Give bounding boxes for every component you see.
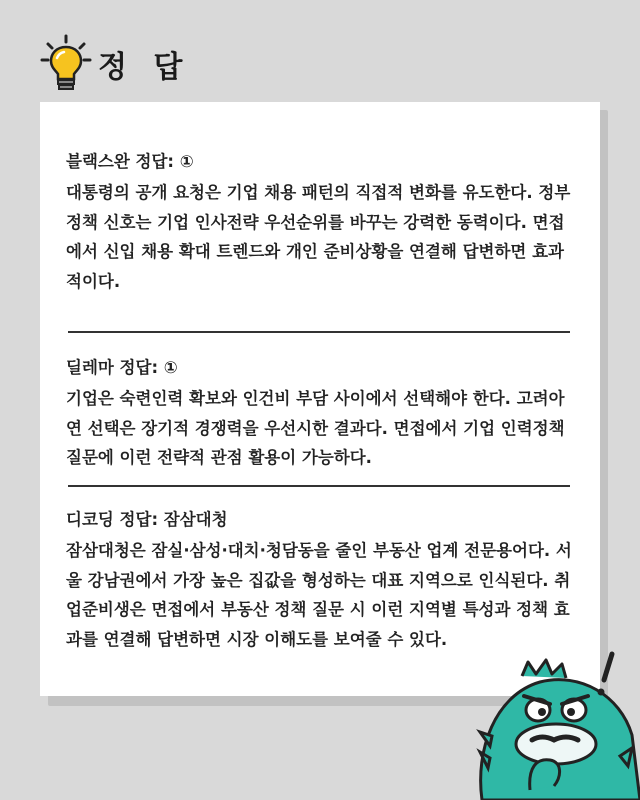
divider [68,331,570,333]
section-heading: 블랙스완 정답: ① [66,152,194,171]
header [40,34,190,94]
answer-section-dilemma [66,354,576,473]
lightbulb-icon [40,34,92,94]
section-heading: 디코딩 정답: 잠삼대청 [66,510,228,529]
answer-card [40,102,600,696]
answer-section-decoding [66,506,576,654]
answer-section-blackswan [66,148,576,296]
mascot-character [470,640,640,800]
divider [68,485,570,487]
section-heading: 딜레마 정답: ① [66,358,178,377]
page-title: 정 답 [98,50,191,85]
section-body: 기업은 숙련인력 확보와 인건비 부담 사이에서 선택해야 한다. 고려아연 선택은 장기적 경쟁력을 우선시한 결과다. 면접에서 기업 인력정책 질문에 이런 전략적 관점 활용이 가능하다. [66,389,565,467]
section-body: 잠삼대청은 잠실·삼성·대치·청담동을 줄인 부동산 업계 전문용어다. 서울 강남권에서 가장 높은 집값을 형성하는 대표 지역으로 인식된다. 취업준비생은 면접에서 부동산 정책 질문 시 이런 지역별 특성과 정책 효과를 연결해 답변하면 시장 이해도를 보여줄 수 있다. [66,541,572,649]
section-body: 대통령의 공개 요청은 기업 채용 패턴의 직접적 변화를 유도한다. 정부 정책 신호는 기업 인사전략 우선순위를 바꾸는 강력한 동력이다. 면접에서 신입 채용 확대 트렌드와 개인 준비상황을 연결해 답변하면 효과적이다. [66,183,571,291]
